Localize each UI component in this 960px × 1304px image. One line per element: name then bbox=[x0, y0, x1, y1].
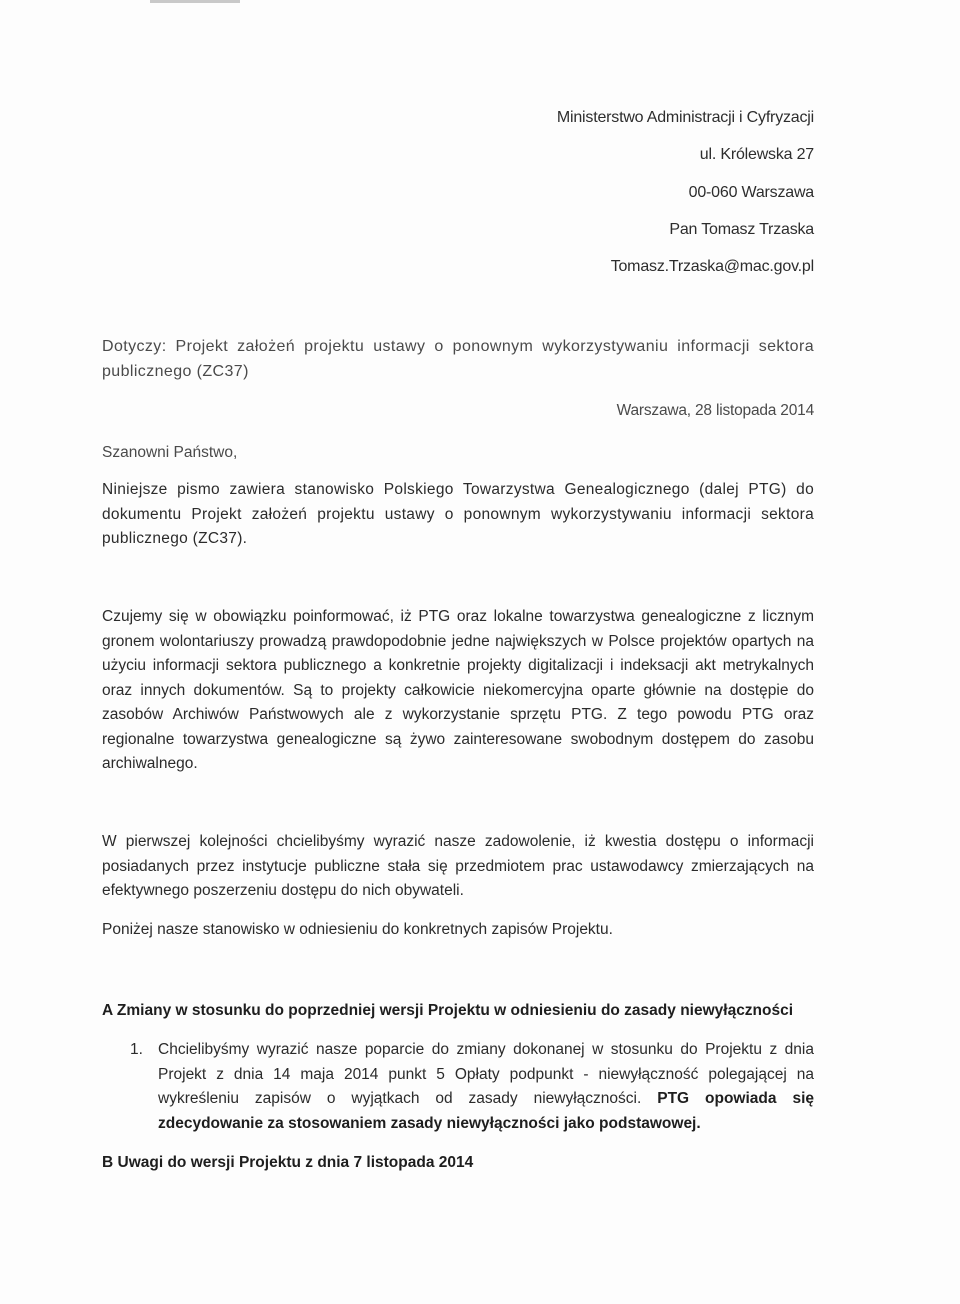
recipient-street: ul. Królewska 27 bbox=[699, 146, 814, 163]
recipient-email: Tomasz.Trzaska@mac.gov.pl bbox=[610, 258, 814, 275]
list-item bbox=[102, 1038, 814, 1136]
recipient-postal: 00-060 Warszawa bbox=[688, 184, 814, 201]
section-b-heading: B Uwagi do wersji Projektu z dnia 7 listopada 2014 bbox=[102, 1154, 474, 1171]
paragraph-intro: Niniejsze pismo zawiera stanowisko Polskiego Towarzystwa Genealogicznego (dalej PTG) do dokumentu Projekt założeń projektu ustawy o ponownym wykorzystywaniu informacji sektora publicznego (ZC37). bbox=[102, 481, 814, 547]
subject-line: Dotyczy: Projekt założeń projektu ustawy o ponownym wykorzystywaniu informacji sektora publicznego (ZC37) bbox=[102, 338, 814, 380]
recipient-person: Pan Tomasz Trzaska bbox=[669, 221, 814, 238]
list-item-body bbox=[158, 1038, 814, 1136]
list-item-number: 1. bbox=[130, 1041, 143, 1058]
place-date: Warszawa, 28 listopada 2014 bbox=[616, 402, 814, 419]
paragraph-position-intro: Poniżej nasze stanowisko w odniesieniu do konkretnych zapisów Projektu. bbox=[102, 921, 613, 938]
scan-artifact bbox=[150, 0, 240, 3]
list-item-text: Chcielibyśmy wyrazić nasze poparcie do zmiany dokonanej w stosunku do Projektu z dnia Projekt z dnia 14 maja 2014 punkt 5 Opłaty podpunkt - niewyłączność polegającej na wykreśleniu zapisów o wyjątkach od zasady niewyłączności. bbox=[158, 1041, 814, 1107]
section-a-heading: A Zmiany w stosunku do poprzedniej wersji Projektu w odniesieniu do zasady niewyłączności bbox=[102, 1002, 794, 1019]
list-item-bold-text: PTG opowiada się zdecydowanie za stosowaniem zasady niewyłączności jako podstawowej. bbox=[158, 1090, 814, 1132]
paragraph-context: Czujemy się w obowiązku poinformować, iż PTG oraz lokalne towarzystwa genealogiczne z licznym gronem wolontariuszy prowadzą prawdopodobnie jedne największych w Polsce projektów opartych na użyciu informacji sektora publicznego a konkretnie projekty digitalizacji i indeksacji akt metrykalnych oraz innych dokumentów. Są to projekty całkowicie niekomercyjna oparte głównie na dostępie do zasobów Archiwów Państwowych ale z wykorzystanie sprzętu PTG. Z tego powodu PTG oraz regionalne towarzystwa genealogiczne są żywo zainteresowane swobodnym dostępem do zasobu archiwalnego. bbox=[102, 608, 814, 772]
recipient-ministry: Ministerstwo Administracji i Cyfryzacji bbox=[556, 109, 814, 126]
salutation: Szanowni Państwo, bbox=[102, 444, 238, 461]
paragraph-appreciation: W pierwszej kolejności chcielibyśmy wyrazić nasze zadowolenie, iż kwestia dostępu o informacji posiadanych przez instytucje publiczne stała się przedmiotem prac ustawodawcy zmierzających na efektywnego poszerzeniu dostępu do nich obywateli. bbox=[102, 833, 814, 899]
